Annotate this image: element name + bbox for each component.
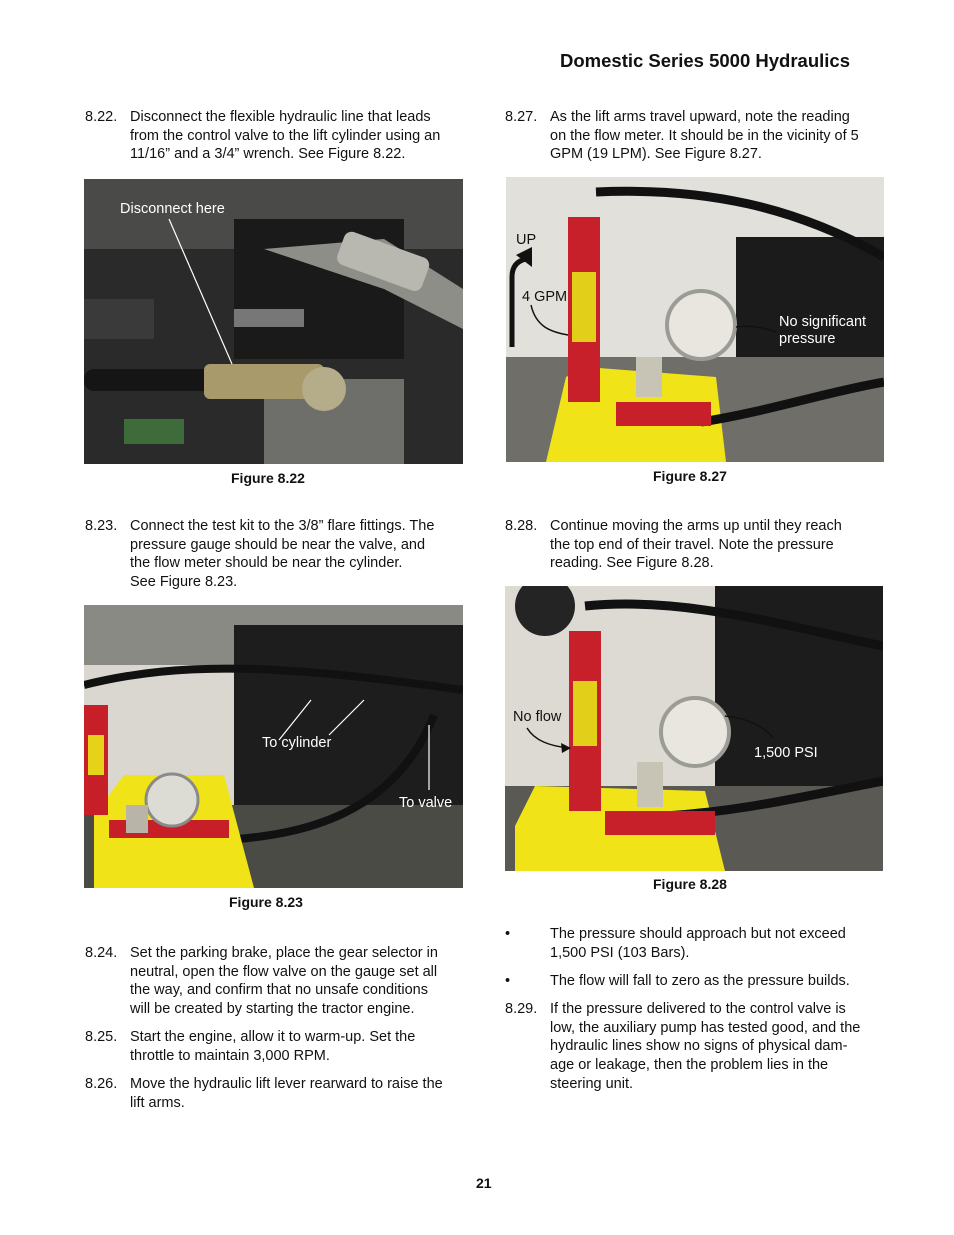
callout-pressure: pressure xyxy=(779,331,836,347)
callout-to-valve: To valve xyxy=(399,795,453,811)
paragraph-8-25 xyxy=(85,1028,470,1068)
figure-8-28-photo xyxy=(505,586,883,871)
bullet-marker: • xyxy=(505,973,511,989)
bullet-flow-note xyxy=(505,972,890,992)
page-header-title: Domestic Series 5000 Hydraulics xyxy=(560,50,850,71)
figure-8-27-caption: Figure 8.27 xyxy=(653,468,727,484)
step-number: 8.27. xyxy=(505,109,538,125)
paragraph-8-24 xyxy=(85,944,470,1022)
step-text: Continue moving the arms up until they reach the top end of their travel. Note the pressure reading. See Figure 8.28. xyxy=(550,518,842,572)
bullet-text: The pressure should approach but not exceed 1,500 PSI (103 Bars). xyxy=(550,926,846,961)
step-number: 8.26. xyxy=(85,1076,118,1092)
step-text: Start the engine, allow it to warm-up. Set the throttle to maintain 3,000 RPM. xyxy=(130,1029,416,1064)
figure-8-22-photo xyxy=(84,179,463,464)
callout-to-cylinder: To cylinder xyxy=(262,735,332,751)
paragraph-8-26 xyxy=(85,1075,470,1115)
bullet-text: The flow will fall to zero as the pressure builds. xyxy=(550,973,850,989)
callout-no-significant: No significant xyxy=(779,314,867,330)
callout-disconnect-here: Disconnect here xyxy=(120,201,225,217)
bullet-pressure-note xyxy=(505,925,890,965)
page-number: 21 xyxy=(476,1175,492,1191)
paragraph-8-27 xyxy=(505,108,890,168)
step-text: Set the parking brake, place the gear selector in neutral, open the flow valve on the gauge set all the way, and confirm that no unsafe conditions will be created by starting the tractor engine. xyxy=(130,945,438,1018)
step-number: 8.29. xyxy=(505,1001,538,1017)
step-text: If the pressure delivered to the control valve is low, the auxiliary pump has tested good, and the hydraulic lines show no signs of physical dam- age or leakage, then the problem lies in the steering unit. xyxy=(550,1001,861,1092)
figure-8-23-caption: Figure 8.23 xyxy=(229,894,303,910)
callout-1500-psi: 1,500 PSI xyxy=(754,745,818,761)
paragraph-8-28 xyxy=(505,517,890,577)
callout-4-gpm: 4 GPM xyxy=(522,289,568,305)
callout-no-flow: No flow xyxy=(513,709,562,725)
step-text: Move the hydraulic lift lever rearward to raise the lift arms. xyxy=(130,1076,443,1111)
figure-8-22-caption: Figure 8.22 xyxy=(231,470,305,486)
step-number: 8.23. xyxy=(85,518,118,534)
step-text: Disconnect the flexible hydraulic line that leads from the control valve to the lift cylinder using an 11/16” and a 3/4” wrench. See Figure 8.22. xyxy=(130,109,441,163)
callout-up: UP xyxy=(516,232,537,248)
step-text: Connect the test kit to the 3/8” flare fittings. The pressure gauge should be near the valve, and the flow meter should be near the cylinder. See Figure 8.23. xyxy=(130,518,435,591)
paragraph-8-22 xyxy=(85,108,470,168)
figure-8-28-caption: Figure 8.28 xyxy=(653,876,727,892)
step-number: 8.22. xyxy=(85,109,118,125)
step-number: 8.25. xyxy=(85,1029,118,1045)
paragraph-8-29 xyxy=(505,1000,890,1096)
step-text: As the lift arms travel upward, note the reading on the flow meter. It should be in the vicinity of 5 GPM (19 LPM). See Figure 8.27. xyxy=(550,109,859,163)
step-number: 8.28. xyxy=(505,518,538,534)
figure-8-27-photo xyxy=(506,177,884,462)
paragraph-8-23 xyxy=(85,517,470,595)
step-number: 8.24. xyxy=(85,945,118,961)
bullet-marker: • xyxy=(505,926,511,942)
figure-8-23-photo xyxy=(84,605,463,888)
